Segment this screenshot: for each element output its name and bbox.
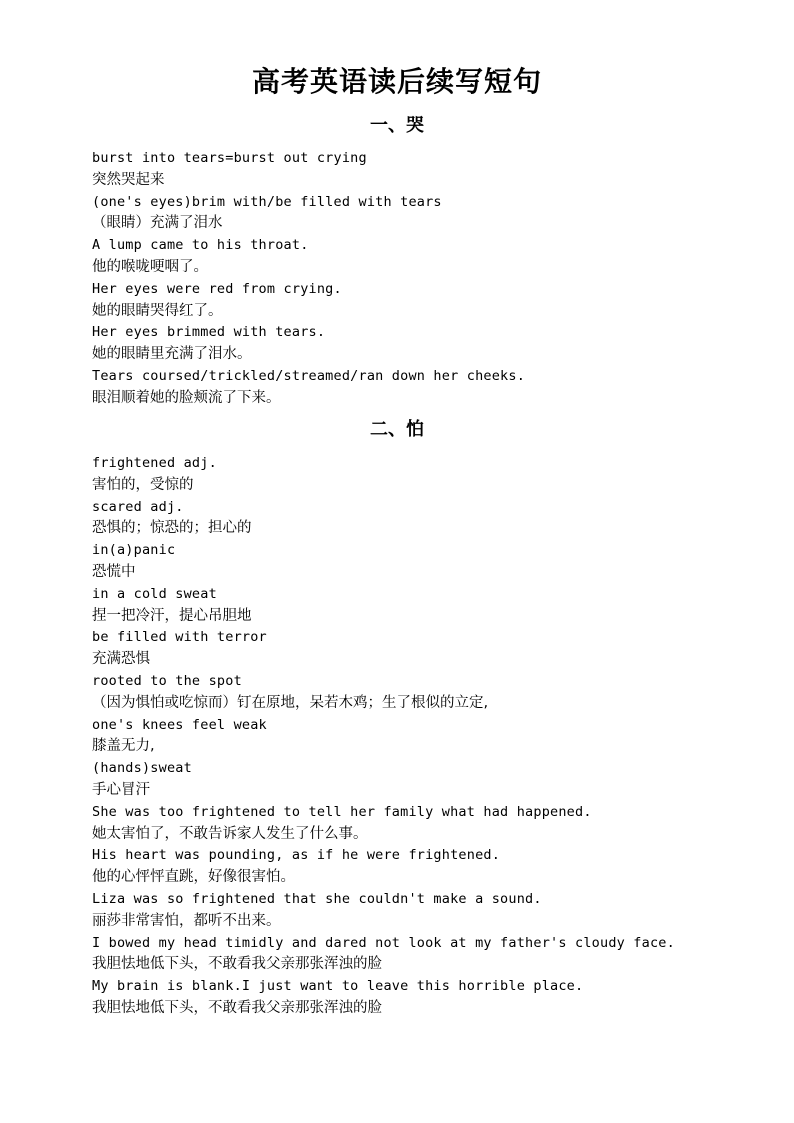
- section-cry-lines: [92, 148, 732, 410]
- english-phrase: Her eyes brimmed with tears.: [92, 324, 326, 341]
- chinese-translation: 我胆怯地低下头，不敢看我父亲那张浑浊的脸: [92, 956, 382, 973]
- chinese-translation: 恐惧的；惊恐的；担心的: [92, 520, 252, 537]
- chinese-translation: 捏一把冷汗，提心吊胆地: [92, 607, 252, 624]
- english-phrase: A lump came to his throat.: [92, 237, 309, 254]
- english-phrase: rooted to the spot: [92, 672, 242, 689]
- section-fear-lines: [92, 453, 732, 1020]
- english-phrase: frightened adj.: [92, 455, 217, 471]
- chinese-translation: 她的眼睛里充满了泪水。: [92, 346, 252, 363]
- chinese-translation: （眼睛）充满了泪水: [92, 215, 223, 232]
- english-phrase: His heart was pounding, as if he were frightened.: [92, 847, 501, 864]
- chinese-translation: 害怕的，受惊的: [92, 476, 194, 493]
- english-phrase: burst into tears=burst out crying: [92, 150, 367, 166]
- document-title: 高考英语读后续写短句: [251, 65, 542, 98]
- chinese-translation: 他的喉咙哽咽了。: [92, 258, 208, 275]
- chinese-translation: 他的心怦怦直跳，好像很害怕。: [92, 869, 295, 886]
- chinese-translation: 她太害怕了，不敢告诉家人发生了什么事。: [92, 825, 368, 842]
- section-heading-cry: 一、哭: [370, 115, 424, 136]
- chinese-translation: 恐慌中: [92, 563, 136, 580]
- chinese-translation: 我胆怯地低下头，不敢看我父亲那张浑浊的脸: [92, 999, 382, 1016]
- chinese-translation: 眼泪顺着她的脸颊流了下来。: [92, 389, 281, 406]
- chinese-translation: 丽莎非常害怕，都听不出来。: [92, 912, 281, 929]
- chinese-translation: 充满恐惧: [92, 651, 150, 668]
- english-phrase: Her eyes were red from crying.: [92, 280, 342, 297]
- english-phrase: one's knees feel weak: [92, 716, 267, 733]
- english-phrase: (hands)sweat: [92, 760, 192, 777]
- english-phrase: be filled with terror: [92, 629, 267, 646]
- english-phrase: in a cold sweat: [92, 585, 217, 602]
- chinese-translation: 她的眼睛哭得红了。: [92, 302, 223, 319]
- english-phrase: She was too frightened to tell her family what had happened.: [92, 803, 592, 820]
- english-phrase: scared adj.: [92, 498, 184, 515]
- english-phrase: I bowed my head timidly and dared not look at my father's cloudy face.: [92, 934, 675, 951]
- chinese-translation: 突然哭起来: [92, 171, 165, 188]
- section-heading-fear: 二、怕: [370, 419, 424, 440]
- english-phrase: Liza was so frightened that she couldn't make a sound.: [92, 890, 542, 907]
- english-phrase: in(a)panic: [92, 542, 176, 559]
- english-phrase: My brain is blank.I just want to leave this horrible place.: [92, 978, 584, 995]
- chinese-translation: 手心冒汗: [92, 781, 150, 798]
- chinese-translation: 膝盖无力,: [92, 738, 155, 755]
- chinese-translation: （因为惧怕或吃惊而）钉在原地，呆若木鸡；生了根似的立定,: [92, 694, 489, 711]
- english-phrase: (one's eyes)brim with/be filled with tears: [92, 193, 442, 210]
- english-phrase: Tears coursed/trickled/streamed/ran down her cheeks.: [92, 367, 526, 384]
